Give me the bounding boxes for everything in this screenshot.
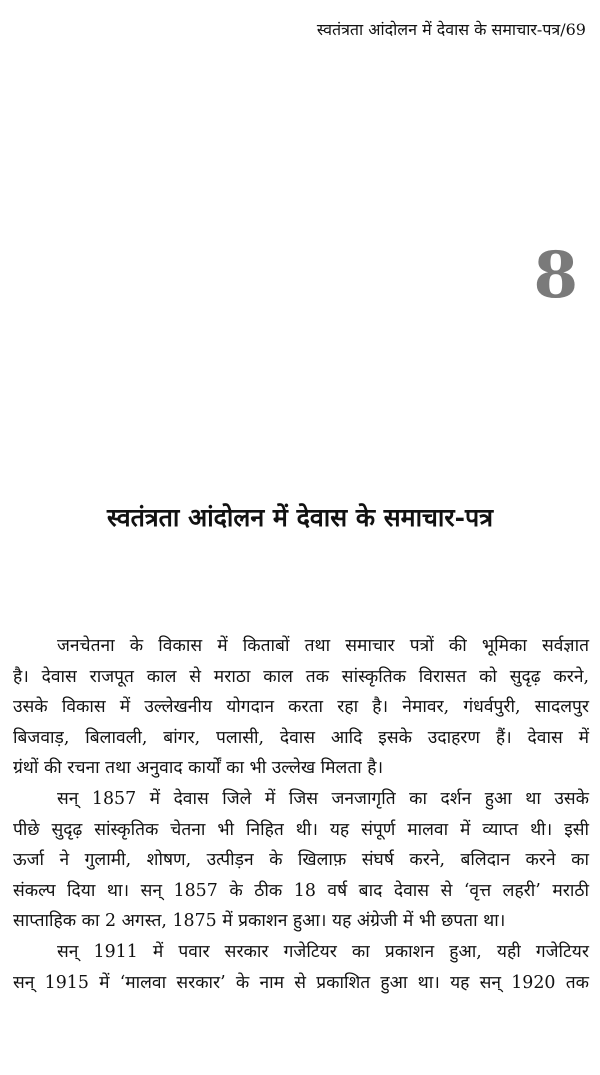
paragraph-line: है। देवास राजपूत काल से मराठा काल तक सांस्कृतिक विरासत को सुदृढ़ करने, — [13, 666, 589, 687]
paragraph-line: सन् 1857 में देवास जिले में जिस जनजागृति का दर्शन हुआ था उसके — [57, 788, 589, 809]
body-text — [13, 631, 589, 998]
paragraph-line: उसके विकास में उल्लेखनीय योगदान करता रहा है। नेमावर, गंधर्वपुरी, सादलपुर — [13, 697, 589, 718]
paragraph-line: सन् 1915 में ‘मालवा सरकार’ के नाम से प्रकाशित हुआ था। यह सन् 1920 तक — [13, 972, 589, 993]
paragraph-line: पीछे सुदृढ़ सांस्कृतिक चेतना भी निहित थी। यह संपूर्ण मालवा में व्याप्त थी। इसी — [13, 819, 589, 840]
running-head: स्वतंत्रता आंदोलन में देवास के समाचार-पत्र/69 — [316, 20, 586, 39]
paragraph-line: जनचेतना के विकास में किताबों तथा समाचार पत्रों की भूमिका सर्वज्ञात — [57, 636, 589, 656]
paragraph-line: साप्ताहिक का 2 अगस्त, 1875 में प्रकाशन हुआ। यह अंग्रेजी में भी छपता था। — [13, 911, 506, 932]
paragraph-line: ऊर्जा ने गुलामी, शोषण, उत्पीड़न के खिलाफ़ संघर्ष करने, बलिदान करने का — [13, 850, 589, 871]
paragraph-1 — [13, 631, 589, 784]
paragraph-line: सन् 1911 में पवार सरकार गजेटियर का प्रकाशन हुआ, यही गजेटियर — [57, 941, 589, 962]
paragraph-3 — [13, 937, 589, 998]
chapter-title: स्वतंत्रता आंदोलन में देवास के समाचार-पत्र — [106, 503, 494, 532]
chapter-number: 8 — [533, 238, 578, 313]
paragraph-2 — [13, 784, 589, 937]
paragraph-line: संकल्प दिया था। सन् 1857 के ठीक 18 वर्ष बाद देवास से ‘वृत्त लहरी’ मराठी — [13, 880, 589, 901]
paragraph-line: बिजवाड़, बिलावली, बांगर, पलासी, देवास आदि इसके उदाहरण हैं। देवास में — [13, 727, 589, 748]
paragraph-line: ग्रंथों की रचना तथा अनुवाद कार्यों का भी उल्लेख मिलता है। — [13, 758, 384, 779]
